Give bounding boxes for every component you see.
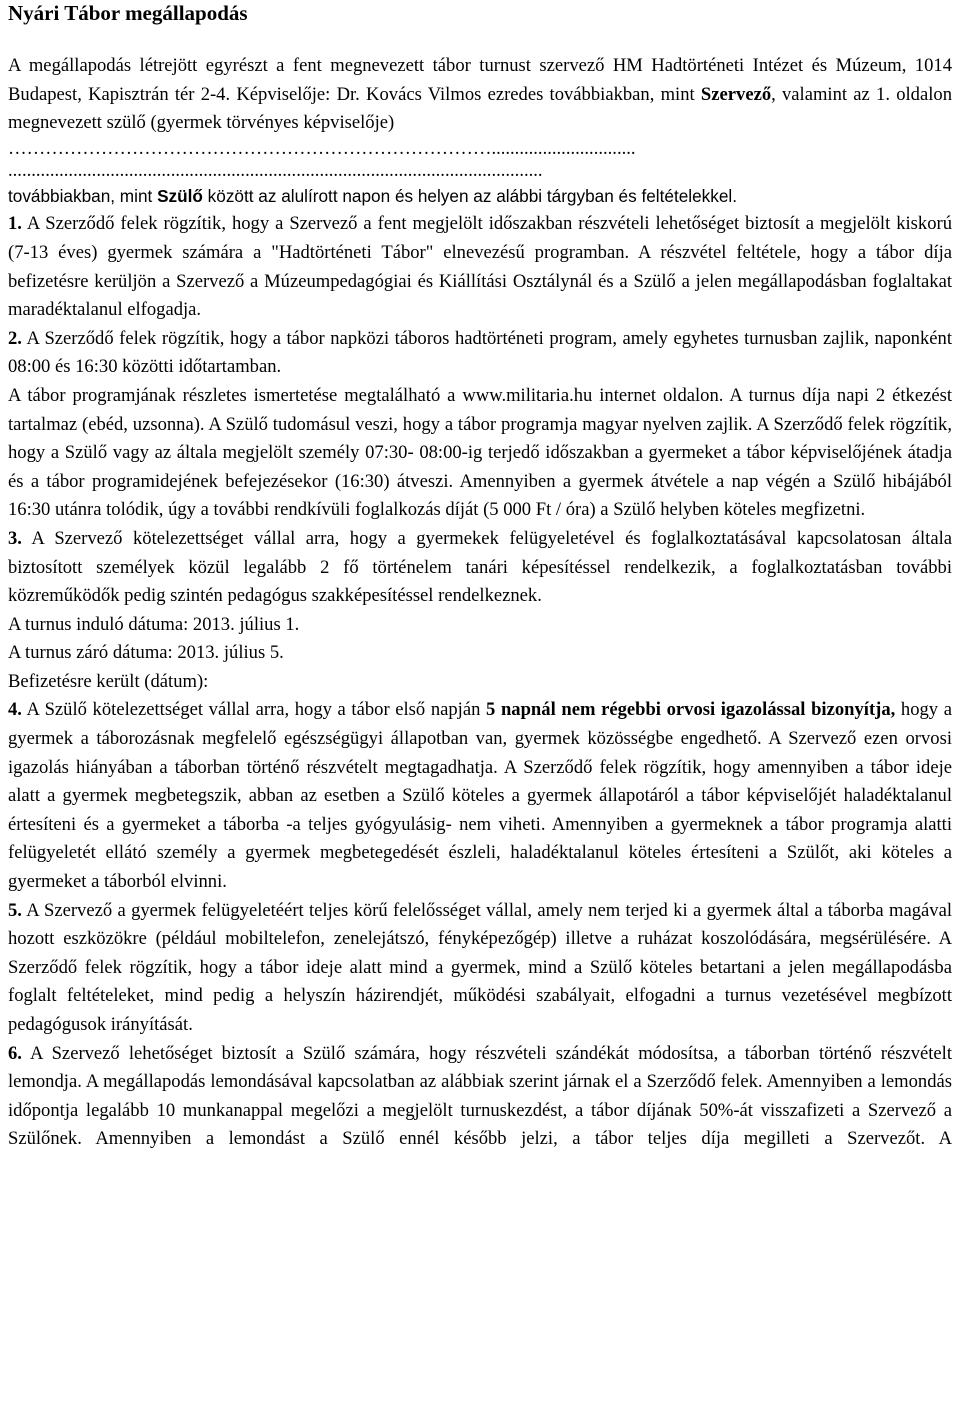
section-3-number: 3. xyxy=(8,527,22,549)
organizer-term: Szervező xyxy=(700,83,772,105)
section-3: 3. A Szervező kötelezettséget vállal arra, hogy a gyermekek felügyeletével és foglalkoztatásával kapcsolatosan általa biztosított személyek közül legalább 2 fő történelem tanári képesítéssel rendelkezik, a foglalkoztatásban további közreműködők pedig szintén pedagógus szakképesítéssel rendelkeznek. xyxy=(8,527,952,607)
section-4-number: 4. xyxy=(8,699,22,721)
payment-date-label: Befizetésre került (dátum): xyxy=(8,670,209,692)
section-4: 4. A Szülő kötelezettséget vállal arra, hogy a tábor első napján 5 napnál nem régebbi orvosi igazolással bizonyítja, hogy a gyermek a táborozásnak megfelelő egészségügyi állapotban van, gyermek közösségbe engedhető. A Szervező ezen orvosi igazolás hiányában a táborban történő részvételt megtagadhatja. A Szerződő felek rögzítik, hogy amennyiben a tábor ideje alatt a gyermek megbetegszik, abban az esetben a Szülő köteles a gyermek állapotáról a tábor képviselőjét haladéktalanul értesíteni és a gyermeket a táborba -a teljes gyógyulásig- nem viheti. Amennyiben a gyermeknek a tábor programja alatti felügyeletét ellátó személy a gyermek megbetegedését észleli, haladéktalanul köteles értesíteni a Szülőt, aki köteles a gyermeket a táborból elvinni. xyxy=(8,699,952,893)
section-2-details: A tábor programjának részletes ismertetése megtalálható a www.militaria.hu internet oldalon. A turnus díja napi 2 étkezést tartalmaz (ebéd, uzsonna). A Szülő tudomásul veszi, hogy a tábor programja magyar nyelven zajlik. A Szerződő felek rögzítik, hogy a Szülő vagy az általa megjelölt személy 07:30- 08:00-ig terjedő időszakban a gyermeket a tábor képviselőjének átadja és a tábor programidejének befejezésekor (16:30) átveszi. Amennyiben a gyermek átvétele a nap végén a Szülő hibájából 16:30 utánra tolódik, úgy a további rendkívüli foglalkozás díját (5 000 Ft / óra) a Szülő helyben köteles megfizetni. xyxy=(8,384,952,521)
section-1: 1. A Szerződő felek rögzítik, hogy a Szervező a fent megjelölt időszakban részvételi lehetőséget biztosít a megjelölt kiskorú (7-13 éves) gyermek számára a "Hadtörténeti Tábor" elnevezésű programban. A részvétel feltétele, hogy a tábor díja befizetésre kerüljön a Szervező a Múzeumpedagógiai és Kiállítási Osztálynál és a Szülő a jelen megállapodásban foglaltakat maradéktalanul elfogadja. xyxy=(8,213,952,321)
blank-line-2: ................................................................................................................... xyxy=(8,159,543,181)
section-2-number: 2. xyxy=(8,327,22,349)
medical-certificate-requirement: 5 napnál nem régebbi orvosi igazolással bizonyítja, xyxy=(486,699,896,721)
intro-paragraph: A megállapodás létrejött egyrészt a fent megnevezett tábor turnust szervező HM Hadtörténeti Intézet és Múzeum, 1014 Budapest, Kapisztrán tér 2-4. Képviselője: Dr. Kovács Vilmos ezredes továbbiakban, mint Szervező, valamint az 1. oldalon megnevezett szülő (gyermek törvényes képviselője) xyxy=(8,55,952,134)
turnus-end-date: A turnus záró dátuma: 2013. július 5. xyxy=(8,642,284,664)
section-2: 2. A Szerződő felek rögzítik, hogy a tábor napközi táboros hadtörténeti program, amely egyhetes turnusban zajlik, naponként 08:00 és 16:30 közötti időtartamban. xyxy=(8,327,952,378)
parent-term: Szülő xyxy=(157,185,203,206)
section-5-number: 5. xyxy=(8,899,22,921)
section-6: 6. A Szervező lehetőséget biztosít a Szülő számára, hogy részvételi szándékát módosítsa, a táborban történő részvételt lemondja. A megállapodás lemondásával kapcsolatban az alábbiak szerint járnak el a Szerződő felek. Amennyiben a lemondás időpontja legalább 10 munkanappal megelőzi a megjelölt turnuskezdést, a tábor díjának 50%-át visszafizeti a Szervező a Szülőnek. Amennyiben a lemondást a Szülő ennél később jelzi, a tábor teljes díja megilleti a Szervezőt. A xyxy=(8,1042,952,1150)
document-title: Nyári Tábor megállapodás xyxy=(8,1,248,25)
section-1-number: 1. xyxy=(8,213,22,235)
turnus-start-date: A turnus induló dátuma: 2013. július 1. xyxy=(8,613,300,635)
blank-line-1: ……………………………………………………………………............................... xyxy=(8,137,636,159)
intro-closing: továbbiakban, mint Szülő között az alulírott napon és helyen az alábbi tárgyban és feltételekkel. xyxy=(8,185,738,206)
section-5: 5. A Szervező a gyermek felügyeletéért teljes körű felelősséget vállal, amely nem terjed ki a gyermek által a táborba magával hozott eszközökre (például mobiltelefon, zenelejátszó, fényképezőgép) illetve a ruházat koszolódására, megsérülésére. A Szerződő felek rögzítik, hogy a tábor ideje alatt mind a gyermek, mind a Szülő köteles betartani a jelen megállapodásba foglalt feltételeket, mind pedig a helyszín házirendjét, működési szabályait, elfogadni a turnus vezetésével megbízott pedagógusok irányítását. xyxy=(8,899,952,1035)
section-6-number: 6. xyxy=(8,1042,22,1064)
